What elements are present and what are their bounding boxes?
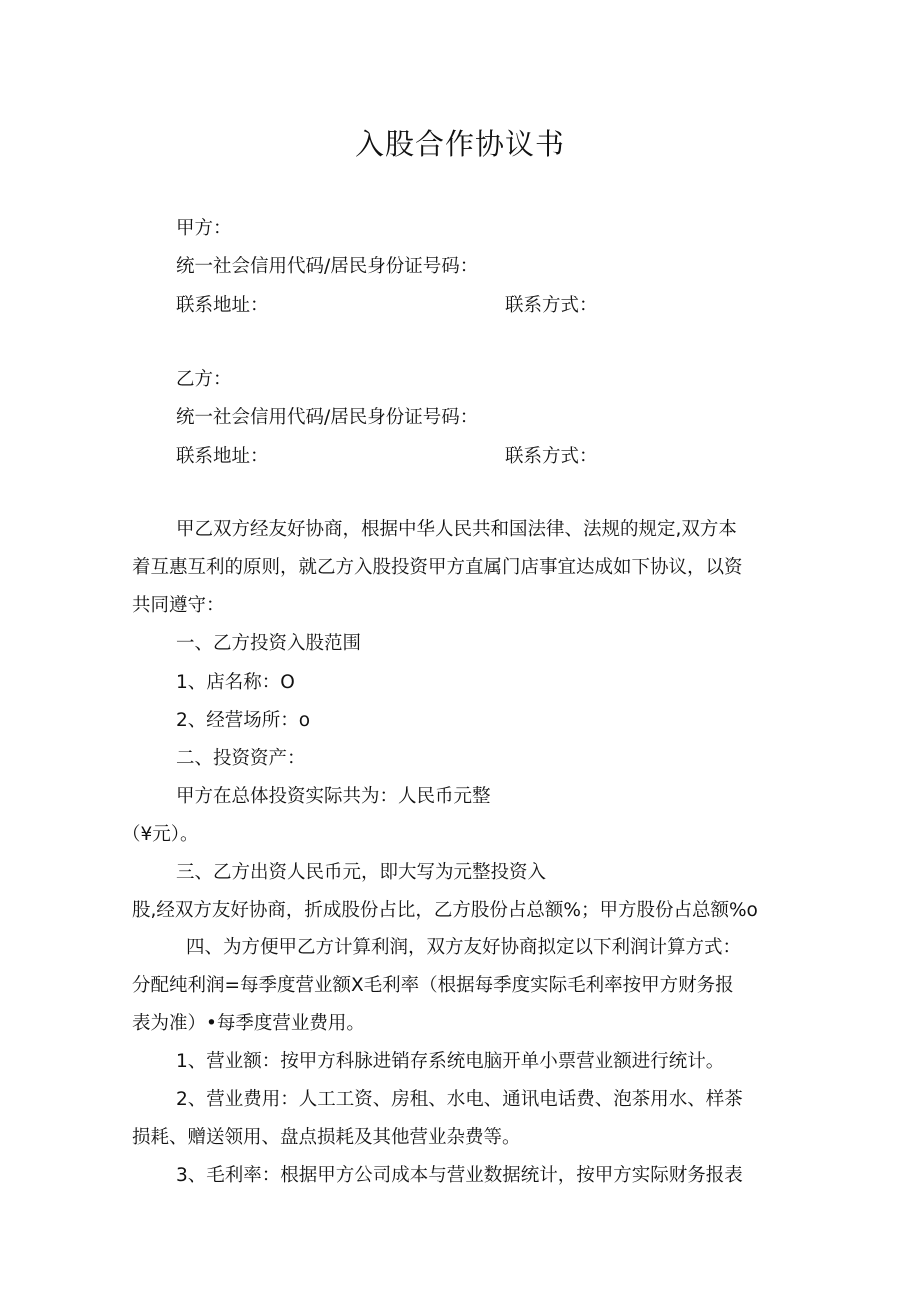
section-1-item: 1、店名称：O	[176, 672, 295, 693]
expense-item: 2、营业费用：人工工资、房租、水电、通讯电话费、泡茶用水、样茶	[176, 1089, 743, 1110]
section-4-line: 表为准）•每季度营业费用。	[132, 1013, 365, 1034]
party-b-contact: 联系方式：	[505, 446, 598, 467]
section-1-heading: 一、乙方投资入股范围	[176, 633, 362, 654]
party-a-contact: 联系方式：	[505, 295, 598, 316]
section-3-line: 三、乙方出资人民币元，即大写为元整投资入	[176, 862, 547, 883]
document-title: 入股合作协议书	[354, 127, 565, 161]
party-b-label: 乙方：	[176, 369, 232, 390]
intro-paragraph-line: 甲乙双方经友好协商，根据中华人民共和国法律、法规的规定,双方本	[176, 519, 737, 540]
section-1-item: 2、经营场所：o	[176, 710, 311, 731]
expense-item-continued: 损耗、赠送领用、盘点损耗及其他营业杂费等。	[132, 1127, 521, 1148]
party-a-credit-code: 统一社会信用代码/居民身份证号码：	[176, 256, 479, 277]
section-4-line: 分配纯利润=每季度营业额X毛利率（根据每季度实际毛利率按甲方财务报	[132, 975, 734, 996]
section-2-line: （¥元）。	[122, 824, 199, 845]
section-2-heading: 二、投资资产：	[176, 748, 306, 769]
party-a-label: 甲方：	[176, 218, 232, 239]
section-3-line: 股,经双方友好协商，折成股份占比，乙方股份占总额%；甲方股份占总额%o	[132, 900, 758, 921]
party-a-address: 联系地址：	[176, 295, 269, 316]
intro-paragraph-line: 共同遵守：	[132, 595, 225, 616]
intro-paragraph-line: 着互惠互利的原则，就乙方入股投资甲方直属门店事宜达成如下协议，以资	[132, 557, 743, 578]
party-b-address: 联系地址：	[176, 446, 269, 467]
revenue-item: 1、营业额：按甲方科脉进销存系统电脑开单小票营业额进行统计。	[176, 1051, 725, 1072]
gross-margin-item: 3、毛利率：根据甲方公司成本与营业数据统计，按甲方实际财务报表	[176, 1165, 743, 1186]
section-4-line: 四、为方便甲乙方计算利润，双方友好协商拟定以下利润计算方式：	[186, 937, 742, 958]
section-2-line: 甲方在总体投资实际共为：人民币元整	[176, 786, 491, 807]
party-b-credit-code: 统一社会信用代码/居民身份证号码：	[176, 407, 479, 428]
